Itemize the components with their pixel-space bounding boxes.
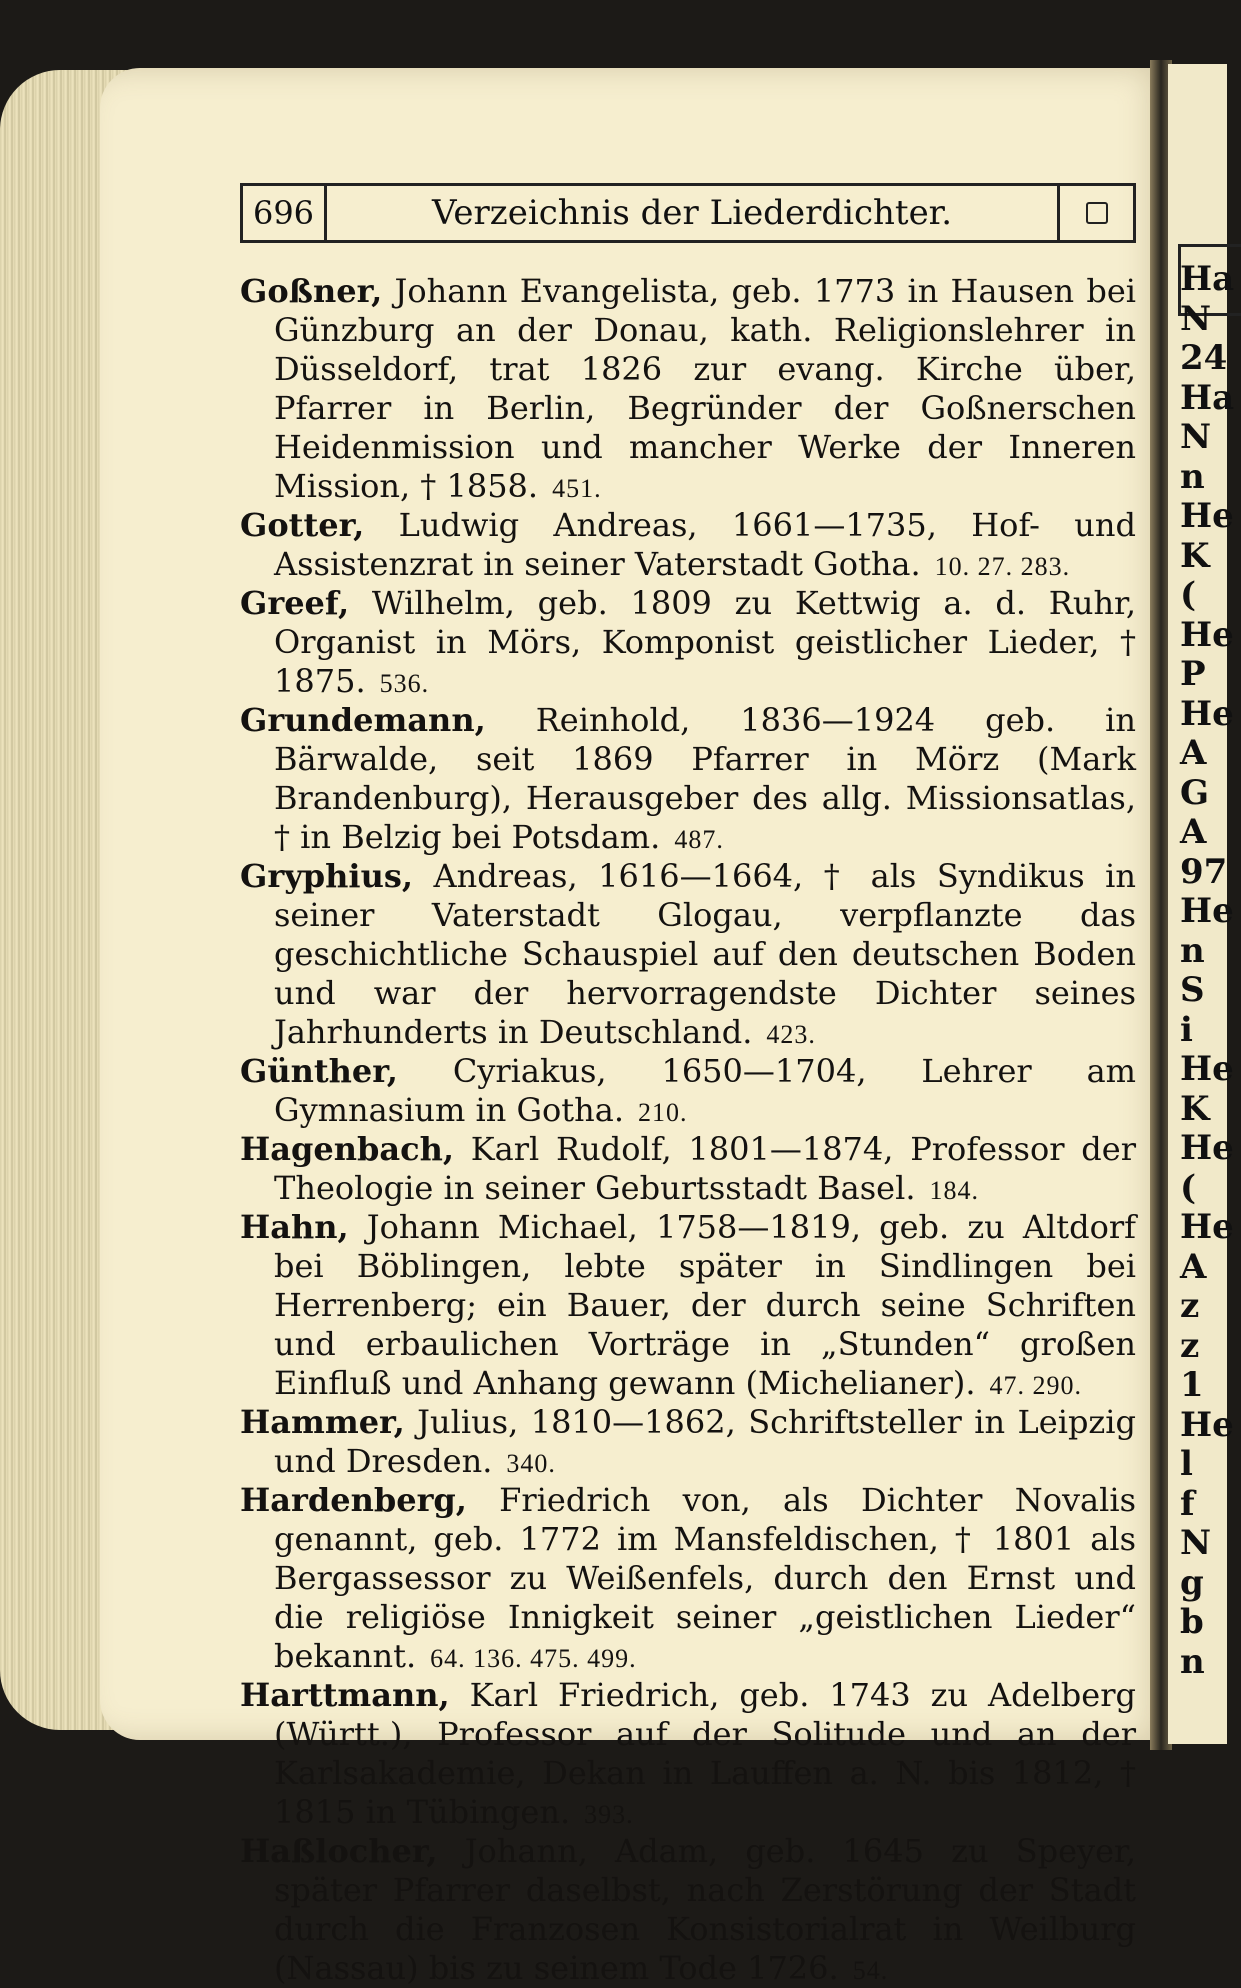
entry-text: Karl Friedrich, geb. 1743 zu Adelberg (Württ.), Professor auf der Solitude und an der Karlsakademie, Dekan in Lauffen a. N. bis 1812, † 1815 in Tübingen. [274,1676,1137,1831]
next-page-fragment: Ha [1180,377,1235,418]
next-page-fragment: He [1180,1404,1234,1445]
next-page-fragment: He [1180,693,1234,734]
entry-grundemann [240,701,1136,857]
entry-hagenbach [240,1130,1136,1208]
entry-refs: 423. [766,1020,816,1049]
entry-refs: 340. [506,1449,556,1478]
next-page-fragment: He [1180,1049,1234,1089]
entry-hahn [240,1208,1136,1403]
next-page-fragment: i [1180,1009,1193,1050]
next-page-fragment: G [1180,772,1210,813]
entry-name: Günther, [240,1052,398,1090]
next-page-fragment: 24 [1180,338,1228,378]
next-page-fragment: Ha [1180,259,1235,299]
entry-list [240,272,1136,1988]
entry-refs: 487. [674,825,724,854]
entry-refs: 10. 27. 283. [934,552,1071,581]
next-page-fragment: He [1180,1128,1234,1168]
next-page-fragment: N [1180,417,1212,457]
entry-refs: 210. [638,1098,688,1127]
entry-text: Wilhelm, geb. 1809 zu Kettwig a. d. Ruhr, Organist in Mörs, Komponist geistlicher Lieder, † 1875. [274,584,1137,700]
entry-text: Ludwig Andreas, 1661—1735, Hof- und Assistenzrat in seiner Vaterstadt Gotha. [274,506,1137,583]
next-page-fragment: 1 [1180,1365,1204,1405]
next-page-fragment: n [1180,930,1205,971]
next-page-fragment: N [1180,298,1212,339]
entry-text: Johann Michael, 1758—1819, geb. zu Altdorf bei Böblingen, lebte später in Sindlingen bei Herrenberg; ein Bauer, der durch seine Schriften und erbaulichen Vorträge in „Stunden“ großen Einfluß und Anhang gewann (Michelianer). [274,1208,1137,1402]
entry-name: Harttmann, [240,1676,450,1714]
entry-name: Gotter, [240,506,365,544]
next-page-fragment: g [1180,1562,1204,1603]
entry-greef [240,584,1136,701]
entry-text: Friedrich von, als Dichter Novalis genannt, geb. 1772 im Mansfeldischen, † 1801 als Bergassessor zu Weißenfels, durch den Ernst und die religiöse Innigkeit seiner „geistlichen Lieder“ bekannt. [274,1481,1137,1675]
next-page-fragment: He [1180,1207,1234,1247]
entry-refs: 184. [929,1176,980,1205]
next-page-fragment: S [1180,970,1205,1010]
next-page-fragment: K [1180,1088,1210,1129]
page-number: 696 [243,186,327,240]
entry-text: Johann, Adam, geb. 1645 zu Speyer, später Pfarrer daselbst, nach Zerstörung der Stadt durch die Franzosen Konsistorialrat in Weilburg (Nassau) bis zu seinem Tode 1726. [274,1832,1137,1987]
entry-text: Andreas, 1616—1664, † als Syndikus in seiner Vaterstadt Glogau, verpflanzte das geschichtliche Schauspiel auf den deutschen Boden und war der hervorragendste Dichter seines Jahrhunderts in Deutschland. [274,857,1137,1051]
entry-name: Greef, [240,584,350,622]
entry-text: Julius, 1810—1862, Schriftsteller in Leipzig und Dresden. [274,1403,1136,1480]
entry-name: Hammer, [240,1403,405,1441]
next-page-fragment: ( [1180,1167,1197,1208]
entry-refs: 393. [584,1800,634,1829]
entry-gryphius [240,857,1136,1052]
next-page-fragment: z [1180,1286,1200,1326]
next-page-fragment: b [1180,1602,1204,1642]
entry-name: Goßner, [240,272,383,310]
next-page-fragment: He [1180,614,1234,655]
entry-hammer [240,1403,1136,1481]
entry-name: Hardenberg, [240,1481,467,1519]
entry-text: Reinhold, 1836—1924 geb. in Bärwalde, seit 1869 Pfarrer in Mörz (Mark Brandenburg), Herausgeber des allg. Missionsatlas, † in Belzig bei Potsdam. [274,701,1137,856]
next-page-fragment: N [1180,1523,1212,1563]
next-page-fragment: A [1180,812,1207,852]
page-header [240,183,1136,243]
entry-gotter [240,506,1136,584]
entry-name: Haßlocher, [240,1832,438,1870]
entry-refs: 451. [552,474,602,503]
entry-refs: 47. 290. [989,1371,1083,1400]
entry-harttmann [240,1676,1136,1832]
next-page-fragment: n [1180,456,1205,497]
entry-name: Grundemann, [240,701,486,739]
entry-hasslocher [240,1832,1136,1988]
header-ornament-box [1057,186,1133,240]
entry-name: Hagenbach, [240,1130,454,1168]
next-page-fragment: K [1180,535,1210,576]
next-page-fragment: He [1180,891,1234,931]
entry-gossner [240,272,1136,506]
square-icon [1086,202,1108,224]
next-page-edge [1168,64,1235,1744]
entry-name: Gryphius, [240,857,413,895]
page-title: Verzeichnis der Liederdichter. [431,193,953,233]
next-page-fragment: He [1180,496,1234,536]
next-page-fragment: ( [1180,575,1197,615]
entry-guenther [240,1052,1136,1130]
next-page-fragment: n [1180,1641,1205,1682]
entry-hardenberg [240,1481,1136,1676]
next-page-fragment: z [1180,1325,1200,1366]
next-page-fragment: f [1180,1483,1195,1524]
entry-name: Hahn, [240,1208,349,1246]
next-page-fragment: A [1180,1246,1207,1287]
next-page-fragment: 97 [1180,851,1228,892]
entry-text: Cyriakus, 1650—1704, Lehrer am Gymnasium in Gotha. [274,1052,1136,1129]
entry-text: Karl Rudolf, 1801—1874, Professor der Theologie in seiner Geburtsstadt Basel. [274,1130,1136,1207]
entry-refs: 54. [852,1956,889,1985]
entry-refs: 64. 136. 475. 499. [430,1644,637,1673]
next-page-fragment: A [1180,733,1207,773]
entry-text: Johann Evangelista, geb. 1773 in Hausen bei Günzburg an der Donau, kath. Religionslehrer in Düsseldorf, trat 1826 zur evang. Kirche über, Pfarrer in Berlin, Begründer der Goßnerschen Heidenmission und mancher Werke der Inneren Mission, † 1858. [274,272,1137,505]
entry-refs: 536. [379,669,430,698]
next-page-fragment: P [1180,654,1206,694]
next-page-fragment: l [1180,1444,1193,1484]
